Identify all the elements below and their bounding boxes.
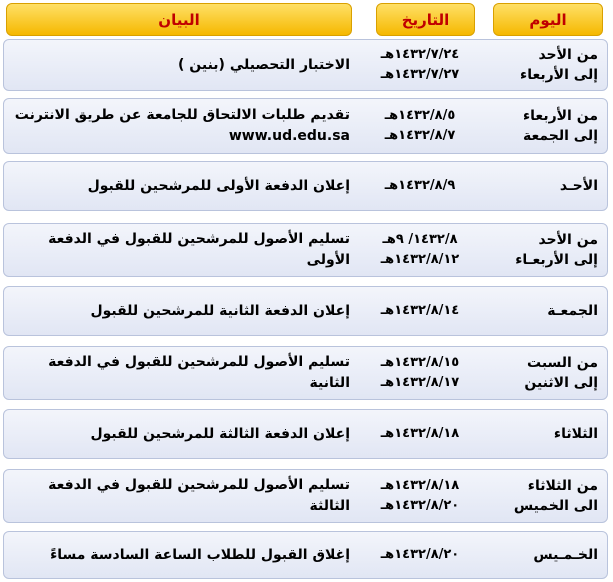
day-cell bbox=[494, 470, 604, 522]
header-date: التاريخ bbox=[376, 3, 475, 36]
description-cell bbox=[10, 99, 356, 153]
description-cell-line: إعلان الدفعة الثانية للمرشحين للقبول bbox=[90, 302, 350, 319]
day-cell-line: من الثلاثاء bbox=[527, 478, 598, 494]
date-cell-line: ١٤٣٢/٨/ ٩هـ bbox=[382, 232, 458, 247]
date-cell-line: ١٤٣٢/٨/١٨هـ bbox=[380, 426, 460, 441]
day-cell-line: إلى الجمعة bbox=[522, 128, 598, 144]
header-day: اليوم bbox=[493, 3, 603, 36]
date-cell-line: ١٤٣٢/٨/٥هـ bbox=[384, 108, 456, 123]
description-cell bbox=[10, 224, 356, 276]
day-cell-line: من الأربعاء bbox=[523, 108, 598, 124]
date-cell bbox=[364, 532, 476, 578]
description-cell-line: إعلان الدفعة الثالثة للمرشحين للقبول bbox=[90, 425, 350, 442]
header-description: البيان bbox=[6, 3, 352, 36]
date-cell-line: ١٤٣٢/٨/١٧هـ bbox=[380, 375, 460, 390]
description-cell-line: إعلان الدفعة الأولى للمرشحين للقبول bbox=[87, 177, 350, 194]
day-cell-line: إلى الأربعـاء bbox=[515, 252, 598, 268]
date-cell bbox=[364, 410, 476, 458]
date-cell-line: ١٤٣٢/٨/١٥هـ bbox=[380, 355, 460, 370]
date-cell-line: ١٤٣٢/٧/٢٤هـ bbox=[380, 47, 460, 62]
table-row bbox=[3, 346, 608, 400]
date-cell-line: ١٤٣٢/٨/٢٠هـ bbox=[380, 547, 460, 562]
day-cell bbox=[494, 224, 604, 276]
day-cell-line: إلى الاثنين bbox=[524, 375, 598, 391]
day-cell-line: الى الخميس bbox=[513, 498, 598, 514]
date-cell bbox=[364, 224, 476, 276]
day-cell-line: الخـمـيس bbox=[533, 547, 598, 563]
table-row bbox=[3, 286, 608, 336]
description-cell-line: الاختبار التحصيلي (بنين ) bbox=[177, 56, 350, 73]
date-cell-line: ١٤٣٢/٨/٩هـ bbox=[384, 178, 456, 193]
description-cell bbox=[10, 347, 356, 399]
day-cell bbox=[494, 99, 604, 153]
description-cell-line: تسليم الأصول للمرشحين للقبول في الدفعة الثالثة bbox=[48, 477, 350, 514]
day-cell bbox=[494, 287, 604, 335]
date-cell bbox=[364, 40, 476, 90]
description-cell-line: www.ud.edu.sa bbox=[228, 128, 350, 144]
date-cell-line: ١٤٣٢/٨/٢٠هـ bbox=[380, 498, 460, 513]
description-cell bbox=[10, 40, 356, 90]
day-cell bbox=[494, 162, 604, 210]
description-cell bbox=[10, 162, 356, 210]
day-cell-line: من السبت bbox=[527, 355, 598, 371]
description-cell-line: تقديم طلبات الالتحاق للجامعة عن طريق الانترنت bbox=[14, 107, 350, 123]
date-cell bbox=[364, 287, 476, 335]
table-row bbox=[3, 409, 608, 459]
day-cell bbox=[494, 532, 604, 578]
day-cell-line: من الأحد bbox=[538, 232, 598, 248]
day-cell bbox=[494, 40, 604, 90]
date-cell-line: ١٤٣٢/٨/١٢هـ bbox=[380, 252, 460, 267]
day-cell-line: الثلاثاء bbox=[553, 426, 598, 442]
table-row bbox=[3, 39, 608, 91]
day-cell-line: الجمعـة bbox=[547, 303, 598, 319]
day-cell bbox=[494, 410, 604, 458]
table-row bbox=[3, 161, 608, 211]
day-cell bbox=[494, 347, 604, 399]
date-cell bbox=[364, 470, 476, 522]
day-cell-line: إلى الأربعاء bbox=[520, 67, 598, 83]
table-row bbox=[3, 223, 608, 277]
description-cell-line: إغلاق القبول للطلاب الساعة السادسة مساءً bbox=[50, 546, 350, 563]
table-row bbox=[3, 531, 608, 579]
date-cell-line: ١٤٣٢/٨/١٨هـ bbox=[380, 478, 460, 493]
date-cell-line: ١٤٣٢/٧/٢٧هـ bbox=[380, 67, 460, 82]
date-cell bbox=[364, 347, 476, 399]
table-row bbox=[3, 98, 608, 154]
description-cell bbox=[10, 532, 356, 578]
description-cell bbox=[10, 287, 356, 335]
description-cell-line: تسليم الأصول للمرشحين للقبول في الدفعة الثانية bbox=[48, 354, 350, 391]
date-cell-line: ١٤٣٢/٨/٧هـ bbox=[384, 128, 456, 143]
description-cell bbox=[10, 410, 356, 458]
date-cell-line: ١٤٣٢/٨/١٤هـ bbox=[380, 303, 460, 318]
description-cell-line: تسليم الأصول للمرشحين للقبول في الدفعة الأولى bbox=[48, 231, 350, 268]
day-cell-line: من الأحد bbox=[538, 47, 598, 63]
date-cell bbox=[364, 162, 476, 210]
table-row bbox=[3, 469, 608, 523]
day-cell-line: الأحـد bbox=[559, 178, 598, 194]
description-cell bbox=[10, 470, 356, 522]
date-cell bbox=[364, 99, 476, 153]
